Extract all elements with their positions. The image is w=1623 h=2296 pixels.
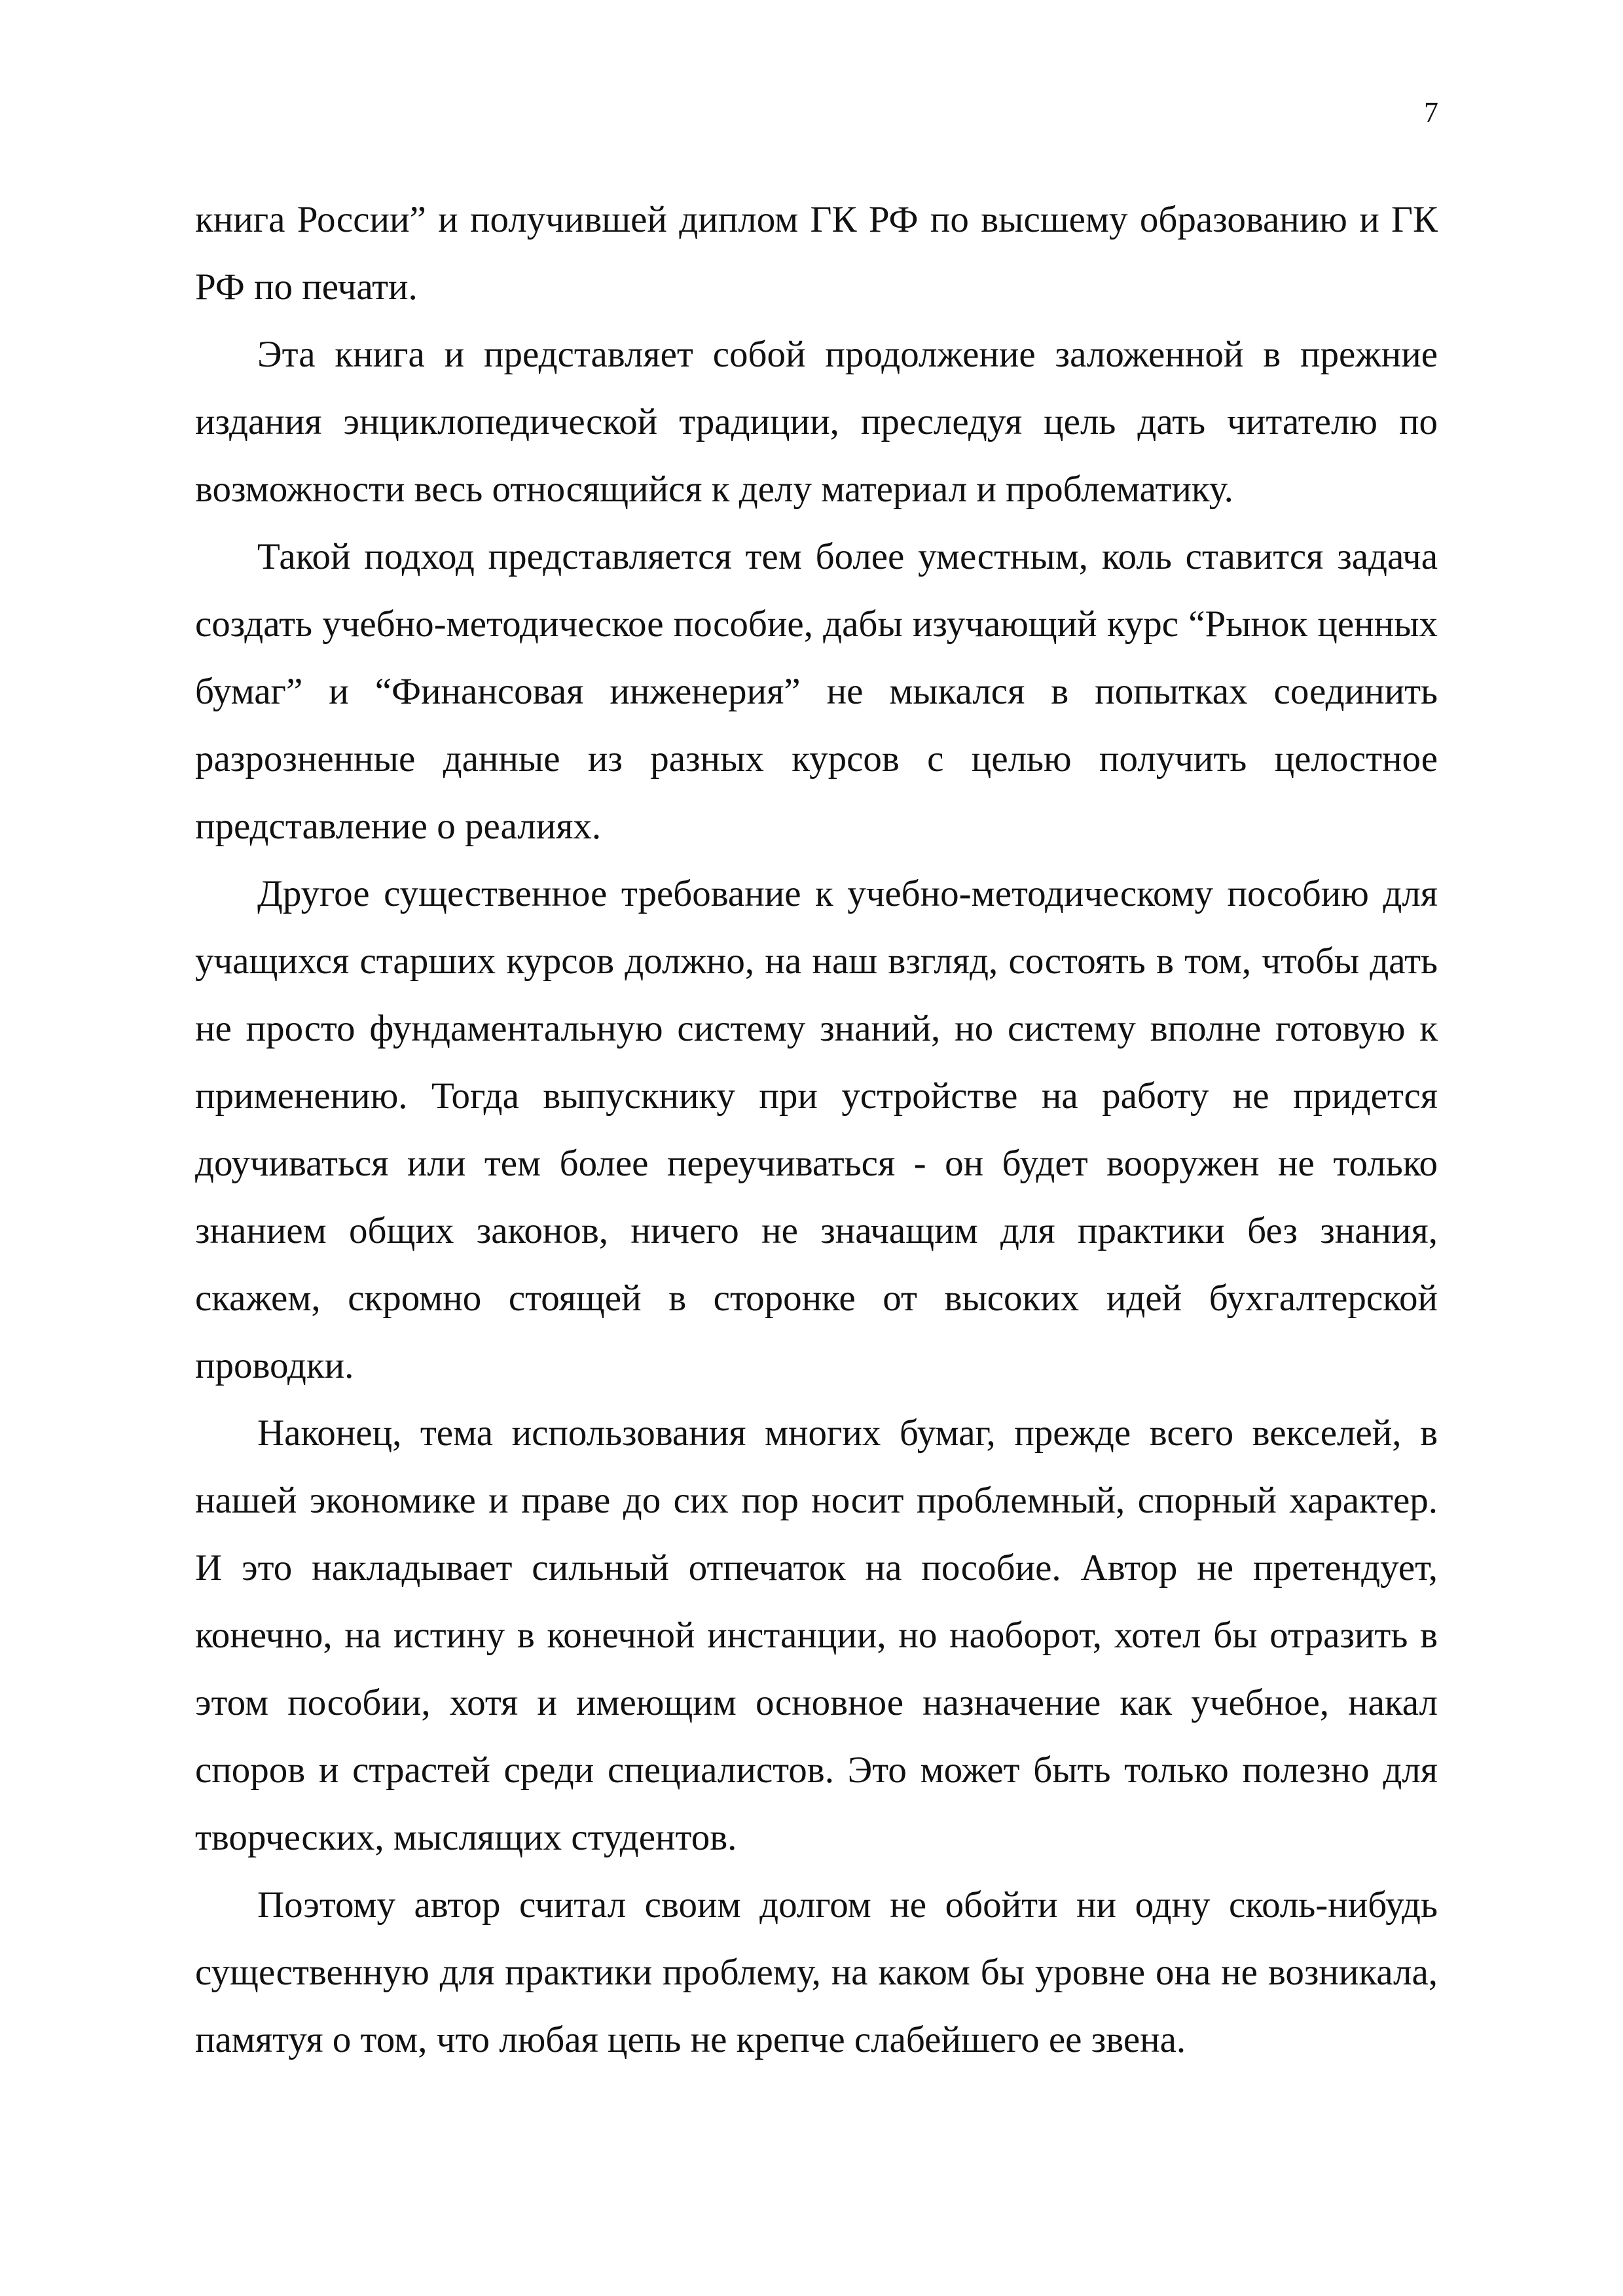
paragraph-2: Эта книга и представляет собой продолжение заложенной в прежние издания энциклопедической традиции, преследуя цель дать читателю по возможности весь относящийся к делу материал и проблематику. — [195, 334, 1438, 510]
body-text — [195, 186, 1438, 2073]
paragraph-3: Такой подход представляется тем более уместным, коль ставится задача создать учебно-методическое пособие, дабы изучающий курс “Рынок ценных бумаг” и “Финансовая инженерия” не мыкался в попытках соединить разрозненные данные из разных курсов с целью получить целостное представление о реалиях. — [195, 536, 1438, 847]
paragraph-6: Поэтому автор считал своим долгом не обойти ни одну сколь-нибудь существенную для практики проблему, на каком бы уровне она не возникала, памятуя о том, что любая цепь не крепче слабейшего ее звена. — [195, 1884, 1438, 2060]
paragraph-5: Наконец, тема использования многих бумаг, прежде всего векселей, в нашей экономике и праве до сих пор носит проблемный, спорный характер. И это накладывает сильный отпечаток на пособие. Автор не претендует, конечно, на истину в конечной инстанции, но наоборот, хотел бы отразить в этом пособии, хотя и имеющим основное назначение как учебное, накал споров и страстей среди специалистов. Это может быть только полезно для творческих, мыслящих студентов. — [195, 1412, 1438, 1858]
paragraph-1: книга России” и получившей диплом ГК РФ по высшему образованию и ГК РФ по печати. — [195, 199, 1438, 308]
page-number: 7 — [1424, 96, 1438, 128]
paragraph-4: Другое существенное требование к учебно-методическому пособию для учащихся старших курсов должно, на наш взгляд, состоять в том, чтобы дать не просто фундаментальную систему знаний, но систему вполне готовую к применению. Тогда выпускнику при устройстве на работу не придется доучиваться или тем более переучиваться - он будет вооружен не только знанием общих законов, ничего не значащим для практики без знания, скажем, скромно стоящей в сторонке от высоких идей бухгалтерской проводки. — [195, 873, 1438, 1386]
